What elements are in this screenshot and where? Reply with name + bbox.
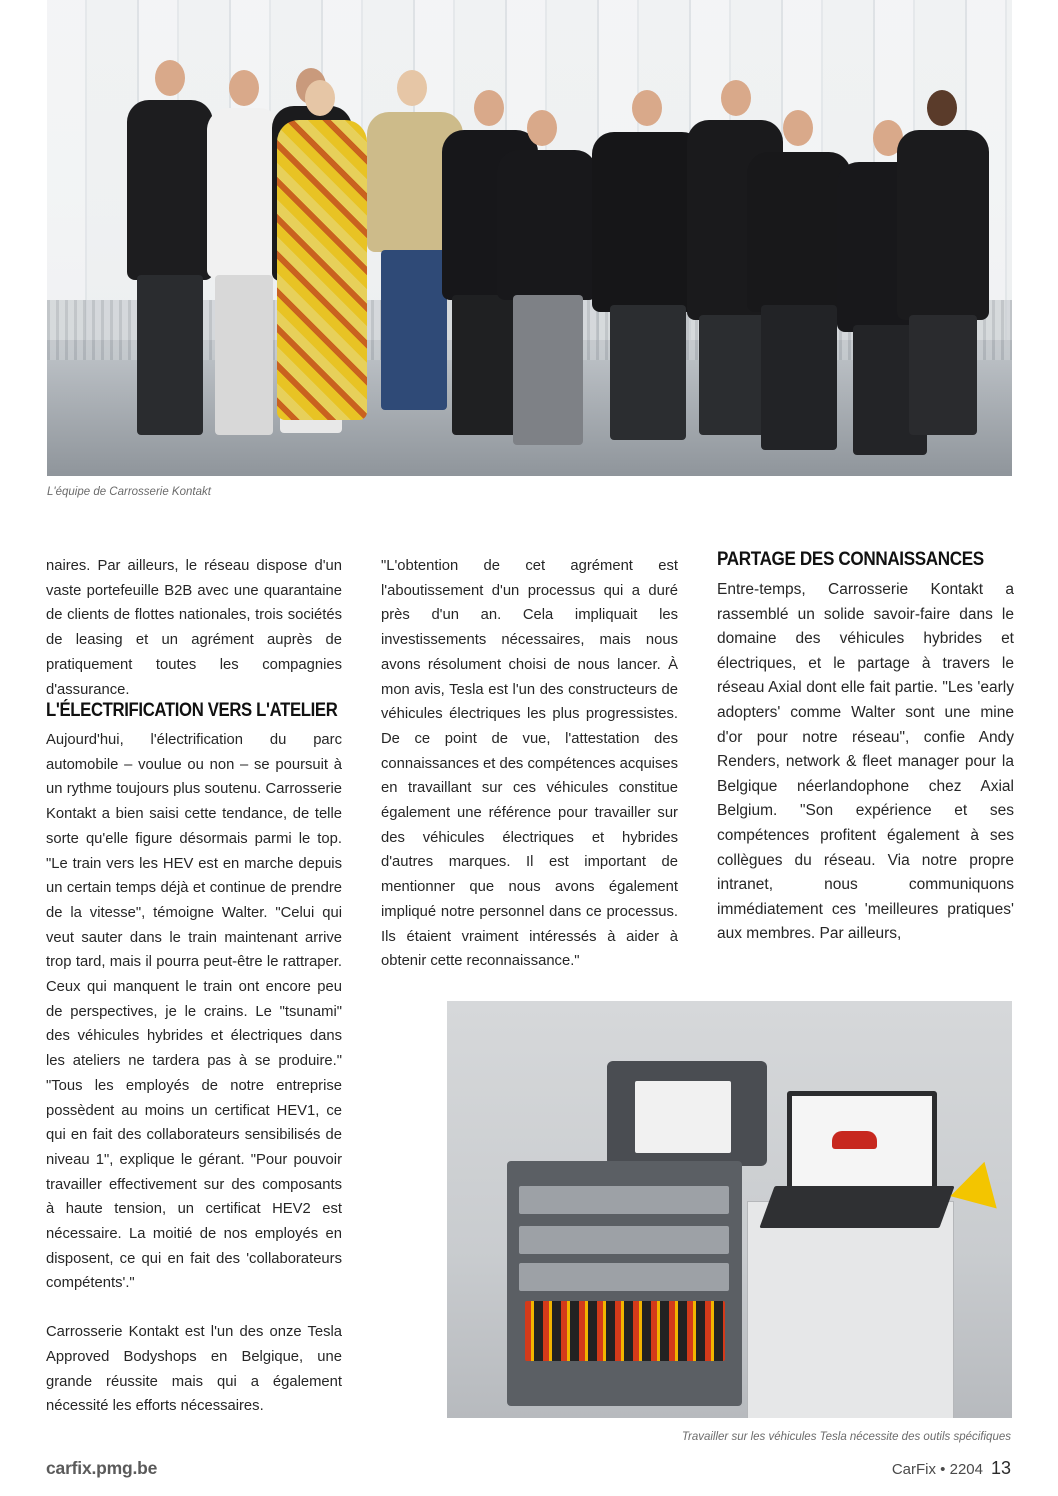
col1-paragraph-1: naires. Par ailleurs, le réseau dispose d'un vaste portefeuille B2B avec une quarantaine de clients de flottes nationales, trois sociétés de leasing et un agrément auprès de pratiquement toutes les compagnies d'assurance. (46, 558, 342, 698)
column-1-continued (46, 728, 342, 1419)
col2-paragraph-1: "L'obtention de cet agrément est l'aboutissement d'un processus qui a duré près d'un an. Cela impliquait les investissements nécessaires, mais nous avons résolument choisi de nous lancer. À mon avis, Tesla est l'un des constructeurs de véhicules électriques les plus progressistes. De ce point de vue, l'attestation des connaissances et des compétences acquises en travaillant sur ces véhicules constitue également une référence pour travailler sur des véhicules électriques et hybrides d'autres marques. Il est important de mentionner que nous avons également impliqué notre personnel dans ce processus. Ils étaient vraiment intéressés à aider à obtenir cette reconnaissance." (381, 558, 678, 970)
section-heading-electrification: L'ÉLECTRIFICATION VERS L'ATELIER (46, 700, 338, 721)
column-3 (717, 578, 1014, 947)
footer-magazine: CarFix • 2204 (891, 1461, 983, 1478)
team-photo (47, 0, 1012, 476)
col3-paragraph-1: Entre-temps, Carrosserie Kontakt a rassemblé un solide savoir-faire dans le domaine des véhicules hybrides et électriques, et le partage à travers le réseau Axial dont elle fait partie. "Les 'early adopters' comme Walter sont une mine d'or pour notre réseau", confie Andy Renders, network & fleet manager pour la Belgique néerlandophone chez Axial Belgium. "Son expérience et ses compétences profitent également à ses collègues du réseau. Via notre propre intranet, nous communiquons immédiatement ces 'meilleures pratiques' aux membres. Par ailleurs, (717, 581, 1014, 943)
column-1 (46, 554, 342, 702)
photo-caption-top: L'équipe de Carrosserie Kontakt (47, 486, 211, 498)
page-number: 13 (990, 1458, 1011, 1478)
col1-paragraph-2: Aujourd'hui, l'électrification du parc automobile – voulue ou non – se poursuit à un rythme toujours plus soutenu. Carrosserie Kontakt a bien saisi cette tendance, de telle sorte qu'elle figure désormais parmi le top. "Le train vers les HEV est en marche depuis un certain temps déjà et continue de prendre de la vitesse", témoigne Walter. "Celui qui veut sauter dans le train maintenant arrive trop tard, mais il pourra peut-être le rattraper. Ceux qui manquent le train ont encore peu de perspectives, je le crains. Le "tsunami" des véhicules hybrides et électriques dans les ateliers ne tardera pas à se produire." "Tous les employés de notre entreprise possèdent au moins un certificat HEV1, ce qui en fait des collaborateurs sensibilisés de niveau 1", explique le gérant. "Pour pouvoir travailler effectivement sur des composants à haute tension, un certificat HEV2 est nécessaire. La moitié de nos employés en disposent, ce qui en fait des 'collaborateurs compétents'." (46, 732, 342, 1292)
col1-paragraph-3: Carrosserie Kontakt est l'un des onze Tesla Approved Bodyshops en Belgique, une grande réussite mais qui a également nécessité les efforts nécessaires. (46, 1324, 342, 1415)
footer-issue (892, 1458, 1011, 1479)
equipment-photo (447, 1001, 1012, 1418)
section-heading-knowledge-sharing: PARTAGE DES CONNAISSANCES (717, 549, 984, 570)
photo-caption-bottom: Travailler sur les véhicules Tesla nécessite des outils spécifiques (681, 1431, 1011, 1443)
high-voltage-warning-icon (950, 1156, 1007, 1209)
column-2 (381, 554, 678, 974)
footer-website[interactable]: carfix.pmg.be (46, 1458, 158, 1478)
